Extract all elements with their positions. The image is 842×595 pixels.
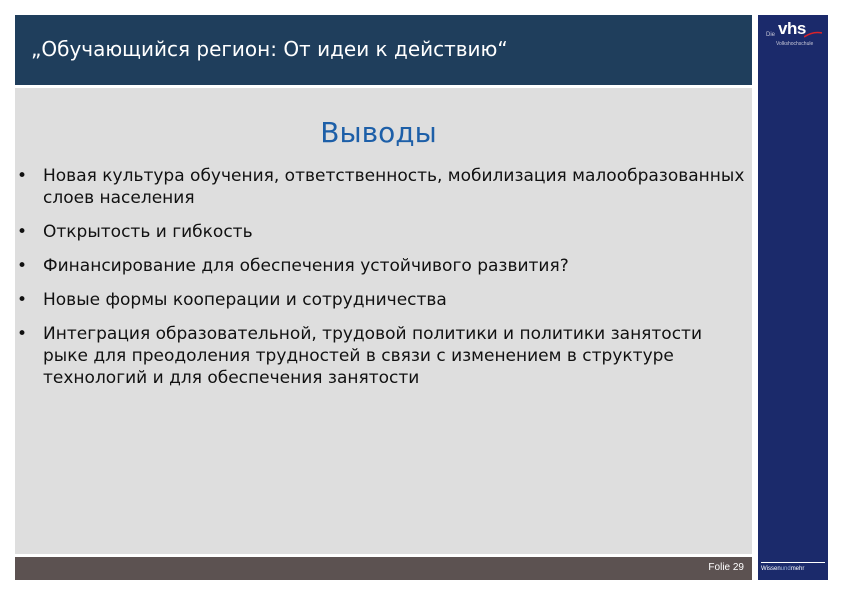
bullet-item [15,255,745,277]
tagline-part-1: Wissen [761,566,781,572]
footer-bar [15,557,752,580]
bullet-text: Новые формы кооперации и сотрудничества [43,290,447,310]
bullet-icon: • [17,222,28,242]
bullet-item [15,221,745,243]
logo-subtitle: Volkshochschule [776,41,814,47]
logo-text: vhs [778,19,806,38]
logo-prefix: Die [766,32,776,38]
bullet-text: Интеграция образовательной, трудовой политики и политики занятости рыке для преодоления трудностей в связи с изменением в структуре технологий и для обеспечения занятости [43,324,703,388]
bullet-icon: • [17,166,28,186]
bullet-icon: • [17,324,28,344]
page-title: „Обучающийся регион: От идеи к действию“ [31,37,508,61]
bullet-icon: • [17,256,28,276]
slide-heading: Выводы [320,116,437,149]
bullet-item [15,165,745,209]
bullet-list [15,165,745,401]
bullet-text: Финансирование для обеспечения устойчивого развития? [43,256,569,276]
side-panel [758,15,828,580]
slide-number: Folie 29 [708,562,744,573]
vhs-logo [764,19,822,53]
tagline [761,562,825,572]
bullet-item [15,289,745,311]
tagline-part-3: mehr [790,566,805,572]
tagline-part-2: und [780,566,791,572]
header-bar [15,15,752,85]
bullet-text: Новая культура обучения, ответственность, мобилизация малообразованных слоев населения [43,166,745,208]
bullet-icon: • [17,290,28,310]
swoosh-icon [804,31,822,39]
bullet-item [15,323,745,389]
bullet-text: Открытость и гибкость [43,222,253,242]
